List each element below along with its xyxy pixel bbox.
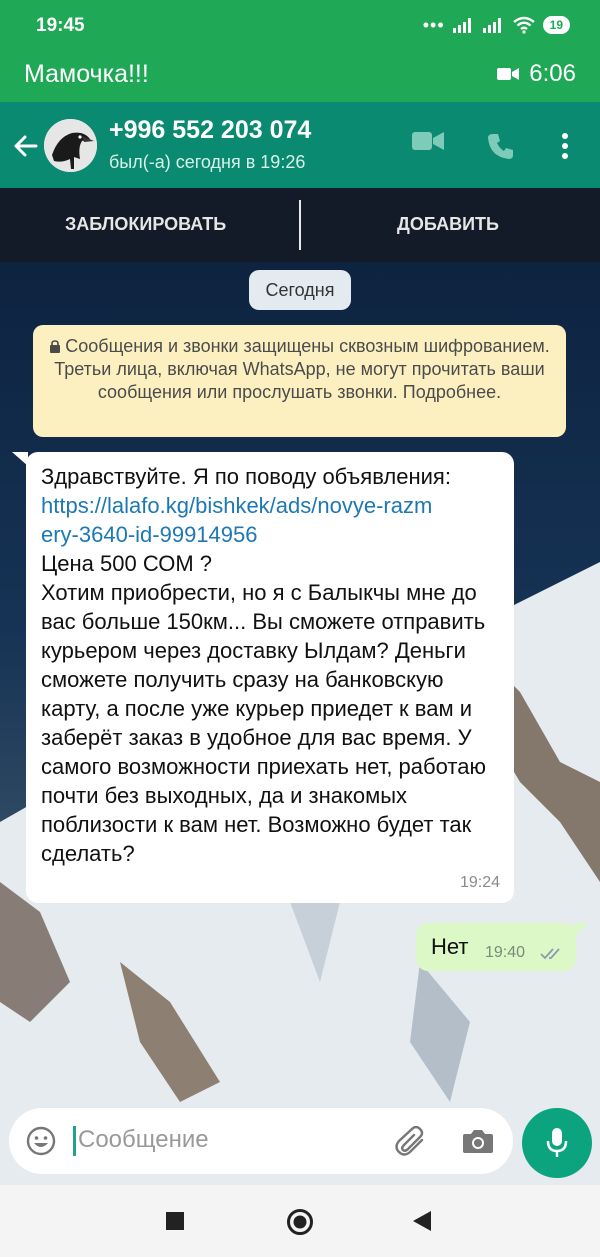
back-icon[interactable] bbox=[413, 1211, 431, 1231]
message-link[interactable]: https://lalafo.kg/bishkek/ads/novye-razmery-3640-id-99914956 bbox=[41, 493, 433, 547]
read-receipt-icon bbox=[540, 947, 564, 961]
message-timestamp: 19:40 bbox=[485, 944, 526, 961]
message-timestamp: 19:24 bbox=[459, 874, 500, 891]
home-icon[interactable] bbox=[286, 1208, 314, 1236]
lock-icon bbox=[49, 340, 61, 353]
status-bar bbox=[0, 0, 600, 52]
unknown-contact-actions bbox=[0, 188, 600, 262]
video-call-icon bbox=[497, 66, 519, 82]
encryption-notice-text: Сообщения и звонки защищены сквозным шифрованием. Третьи лица, включая WhatsApp, не могут прочитать ваши сообщения или прослушать звонки. Подробнее. bbox=[54, 336, 550, 402]
message-text-intro: Здравствуйте. Я по поводу объявления: bbox=[41, 464, 451, 489]
ongoing-call-banner[interactable] bbox=[0, 52, 600, 102]
emoji-icon[interactable] bbox=[25, 1125, 57, 1157]
avatar[interactable] bbox=[44, 119, 97, 172]
bubble-tail bbox=[574, 923, 588, 937]
block-button[interactable]: ЗАБЛОКИРОВАТЬ bbox=[65, 214, 227, 234]
call-duration: 6:06 bbox=[529, 60, 576, 87]
voice-message-button[interactable] bbox=[522, 1108, 592, 1178]
message-text: Нет bbox=[431, 934, 469, 959]
incoming-message[interactable] bbox=[26, 452, 514, 903]
outgoing-message[interactable] bbox=[416, 923, 576, 971]
signal-icon bbox=[453, 17, 475, 33]
message-text-body: Цена 500 СОМ ? Хотим приобрести, но я с Балыкчы мне до вас больше 150км... Вы сможете отправить курьером через доставку Ылдам? Деньги сможете получить сразу на банковскую карту, а после уже курьер приедет к вам и заберёт заказ в удобное для вас время. У самого возможности приехать нет, работаю почти без выходных, да и знакомых поблизости к вам нет. Возможно будет так сделать? bbox=[41, 551, 486, 866]
back-arrow-icon[interactable] bbox=[10, 126, 40, 166]
attach-icon[interactable] bbox=[395, 1126, 427, 1156]
contact-phone-number[interactable]: +996 552 203 074 bbox=[109, 116, 312, 144]
add-contact-button[interactable]: ДОБАВИТЬ bbox=[397, 214, 499, 234]
signal-icon-2 bbox=[483, 17, 505, 33]
battery-indicator: 19 bbox=[543, 16, 570, 34]
wifi-icon bbox=[513, 16, 535, 34]
recent-apps-icon[interactable] bbox=[166, 1212, 184, 1230]
message-input-placeholder[interactable]: Сообщение bbox=[78, 1126, 209, 1153]
raven-avatar-image bbox=[44, 119, 97, 172]
system-navigation-bar bbox=[0, 1185, 600, 1257]
message-composer[interactable] bbox=[9, 1108, 513, 1174]
encryption-notice[interactable] bbox=[33, 325, 566, 437]
status-time: 19:45 bbox=[36, 15, 85, 36]
last-seen-status: был(-а) сегодня в 19:26 bbox=[109, 152, 306, 172]
chat-area[interactable] bbox=[0, 262, 600, 1185]
text-cursor bbox=[73, 1126, 76, 1156]
camera-icon[interactable] bbox=[462, 1128, 494, 1154]
status-icons bbox=[423, 16, 570, 34]
action-divider bbox=[299, 200, 301, 250]
notification-dots: ••• bbox=[422, 15, 445, 35]
chat-header bbox=[0, 102, 600, 188]
bubble-tail bbox=[12, 452, 28, 466]
call-status bbox=[497, 60, 576, 88]
microphone-icon bbox=[546, 1127, 568, 1159]
date-separator: Сегодня bbox=[249, 270, 351, 310]
call-contact-name: Мамочка!!! bbox=[24, 60, 149, 88]
voice-call-icon[interactable] bbox=[487, 132, 515, 160]
video-call-icon[interactable] bbox=[412, 130, 444, 152]
more-options-icon[interactable] bbox=[561, 132, 569, 160]
